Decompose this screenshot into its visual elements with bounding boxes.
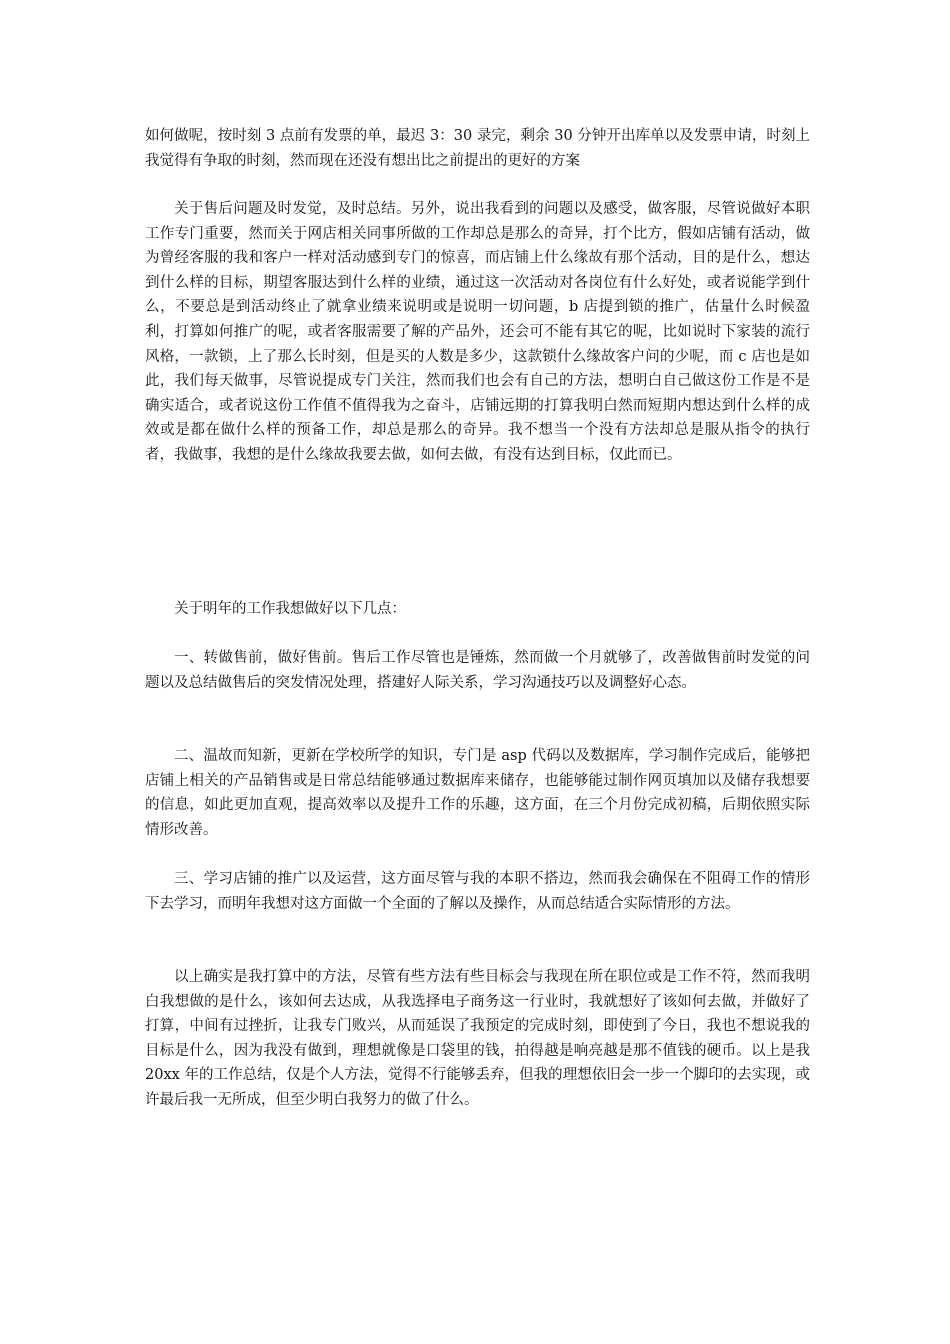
paragraph-3: 关于明年的工作我想做好以下几点：	[174, 601, 406, 617]
paragraph-2: 关于售后问题及时发觉，及时总结。另外，说出我看到的问题以及感受，做客服，尽管说做好本职工作专门重要，然而关于网店相关同事所做的工作却总是那么的奇异，打个比方，假如店铺有活动，做为曾经客服的我和客户一样对活动感到专门的惊喜，而店铺上什么缘故有那个活动，目的是什么，想达到什么样的目标，期望客服达到什么样的业绩，通过这一次活动对各岗位有什么好处，或者说能学到什么，不要总是到活动终止了就拿业绩来说明或是说明一切问题，b 店提到锁的推广，估量什么时候盈利，打算如何推广的呢，或者客服需要了解的产品外，还会可不能有其它的呢，比如说时下家装的流行风格，一款锁，上了那么长时刻，但是买的人数是多少，这款锁什么缘故客户问的少呢，而 c 店也是如此，我们每天做事，尽管说提成专门关注，然而我们也会有自己的方法，想明白自己做这份工作是不是确实适合，或者说这份工作值不值得我为之奋斗，店铺远期的打算我明白然而短期内想达到什么样的成效或是都在做什么样的预备工作，却总是那么的奇异。我不想当一个没有方法却总是服从指令的执行者，我做事，我想的是什么缘故我要去做，如何去做，有没有达到目标，仅此而已。	[145, 201, 810, 463]
paragraph-1: 如何做呢，按时刻 3 点前有发票的单，最迟 3：30 录完，剩余 30 分钟开出库单以及发票申请，时刻上我觉得有争取的时刻，然而现在还没有想出比之前提出的更好的方案	[145, 128, 810, 169]
paragraph-7: 以上确实是我打算中的方法，尽管有些方法有些目标会与我现在所在职位或是工作不符，然而我明白我想做的是什么，该如何去达成，从我选择电子商务这一行业时，我就想好了该如何去做，并做好了打算，中间有过挫折，让我专门败兴，从而延误了我预定的完成时刻，即使到了今日，我也不想说我的目标是什么，因为我没有做到，理想就像是口袋里的钱，拍得越是响亮越是那不值钱的硬币。以上是我 20xx 年的工作总结，仅是个人方法，觉得不行能够丢弃，但我的理想依旧会一步一个脚印的去实现，或许最后我一无所成，但至少明白我努力的做了什么。	[145, 969, 810, 1108]
paragraph-5: 二、温故而知新，更新在学校所学的知识，专门是 asp 代码以及数据库，学习制作完成后，能够把店铺上相关的产品销售或是日常总结能够通过数据库来储存，也能够能过制作网页填加以及储存我想要的信息，如此更加直观，提高效率以及提升工作的乐趣，这方面，在三个月份完成初稿，后期依照实际情形改善。	[145, 748, 810, 838]
paragraph-4: 一、转做售前，做好售前。售后工作尽管也是锤炼，然而做一个月就够了，改善做售前时发觉的问题以及总结做售后的突发情况处理，搭建好人际关系，学习沟通技巧以及调整好心态。	[145, 650, 810, 691]
paragraph-6: 三、学习店铺的推广以及运营，这方面尽管与我的本职不搭边，然而我会确保在不阻碍工作的情形下去学习，而明年我想对这方面做一个全面的了解以及操作，从而总结适合实际情形的方法。	[145, 871, 810, 912]
